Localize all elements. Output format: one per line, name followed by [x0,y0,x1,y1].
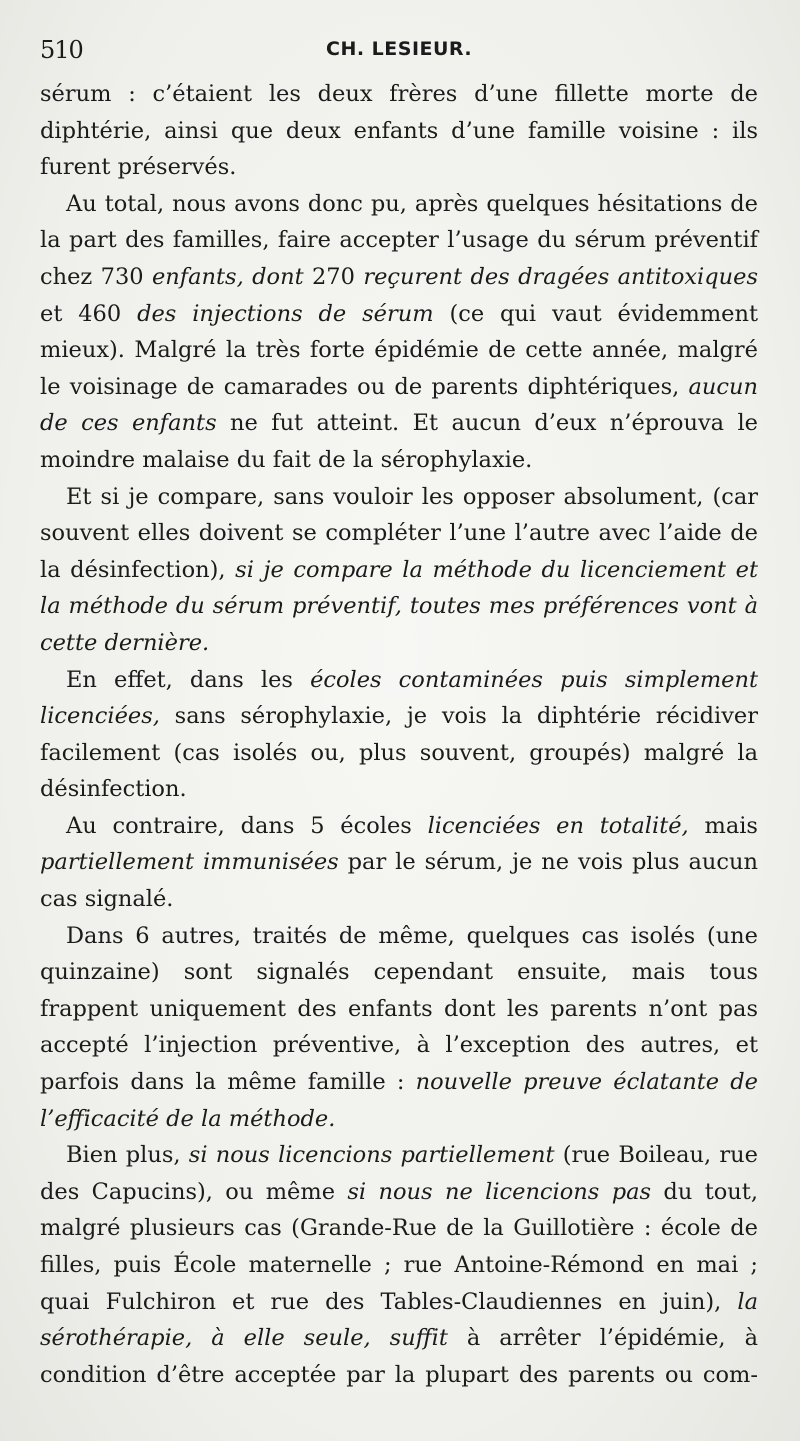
italic-text: si nous ne licencions pas [347,1178,652,1205]
italic-text: reçurent des dragées antitoxiques [363,263,759,290]
text-run: ne fut atteint. Et aucun d’eux n’éprouva le moindre malaise du fait de la sérophylaxie. [40,410,758,473]
text-run: par le sérum, je ne vois plus aucun cas signalé. [40,849,758,913]
text-run: Au total, nous avons donc pu, après quelques hésitations de la part des familles, faire accepter l’usage du sérum préventif chez 730 [40,190,758,290]
italic-text: si nous licencions partiellement [188,1142,555,1169]
text-run: Bien plus, [66,1142,189,1169]
paragraph [40,1137,758,1393]
text-run: mais [688,812,758,839]
text-run: Dans 6 autres, traités de même, quelques cas isolés (une quinzaine) sont signalés cependant ensuite, mais tous frappent uniquement des enfants dont les parents n’ont pas accepté l’injection préventive, à l’exception des autres, et parfois dans la même famille : [40,922,758,1096]
text-run: En effet, dans les [66,666,311,693]
text-run: sans sérophylaxie, je vois la diphtérie récidiver facilement (cas isolés ou, plus souvent, groupés) malgré la désinfection. [40,703,758,803]
text-run: (ce qui vaut évidemment mieux). Malgré la très forte épidémie de cette année, malgré le voisinage de camarades ou de parents diphtériques, [40,300,758,400]
text-run: et 460 [40,300,138,327]
italic-text: enfants, dont [151,263,304,290]
italic-text: partiellement immunisées [40,849,339,876]
paragraph [40,186,758,479]
text-run: 270 [303,263,364,290]
text-run: Et si je compare, sans vouloir les opposer absolument, (car souvent elles doivent se compléter l’une l’autre avec l’aide de la désinfection), [40,483,758,583]
text-run: sérum : c’étaient les deux frères d’une fillette morte de diphtérie, ainsi que deux enfants d’une famille voisine : ils furent préservés. [40,81,758,181]
italic-text: des injections de sérum [137,300,434,327]
italic-text: aucun de ces enfants [40,373,758,437]
body-text [40,76,758,1393]
running-head: CH. LESIEUR. [326,38,473,60]
italic-text: si je compare la méthode du licenciement et la méthode du sérum préventif, toutes mes préférences vont à cette dernière. [40,556,758,656]
italic-text: écoles contaminées puis simplement licenciées, [40,666,758,730]
paragraph [40,808,758,918]
text-run: (rue Boileau, rue des Capucins), ou même [40,1142,758,1205]
text-run: Au contraire, dans 5 écoles [66,812,428,839]
italic-text: nouvelle preuve éclatante de l’efficacité de la méthode. [40,1069,758,1132]
italic-text: la sérothérapie, à elle seule, suffit [40,1288,758,1352]
text-run: du tout, malgré plusieurs cas (Grande-Rue de la Guillotière : école de filles, puis École maternelle ; rue Antoine-Rémond en mai ; quai Fulchiron et rue des Tables-Claudiennes en juin), [40,1178,758,1315]
page-header [36,30,760,70]
paragraph [40,662,758,808]
italic-text: licenciées en totalité, [427,812,689,839]
text-run: à arrêter l’épidémie, à condition d’être acceptée par la plupart des parents ou com- [40,1325,758,1388]
paragraph [40,479,758,662]
paragraph [40,918,758,1138]
page-number: 510 [40,36,83,64]
paragraph [40,76,758,186]
